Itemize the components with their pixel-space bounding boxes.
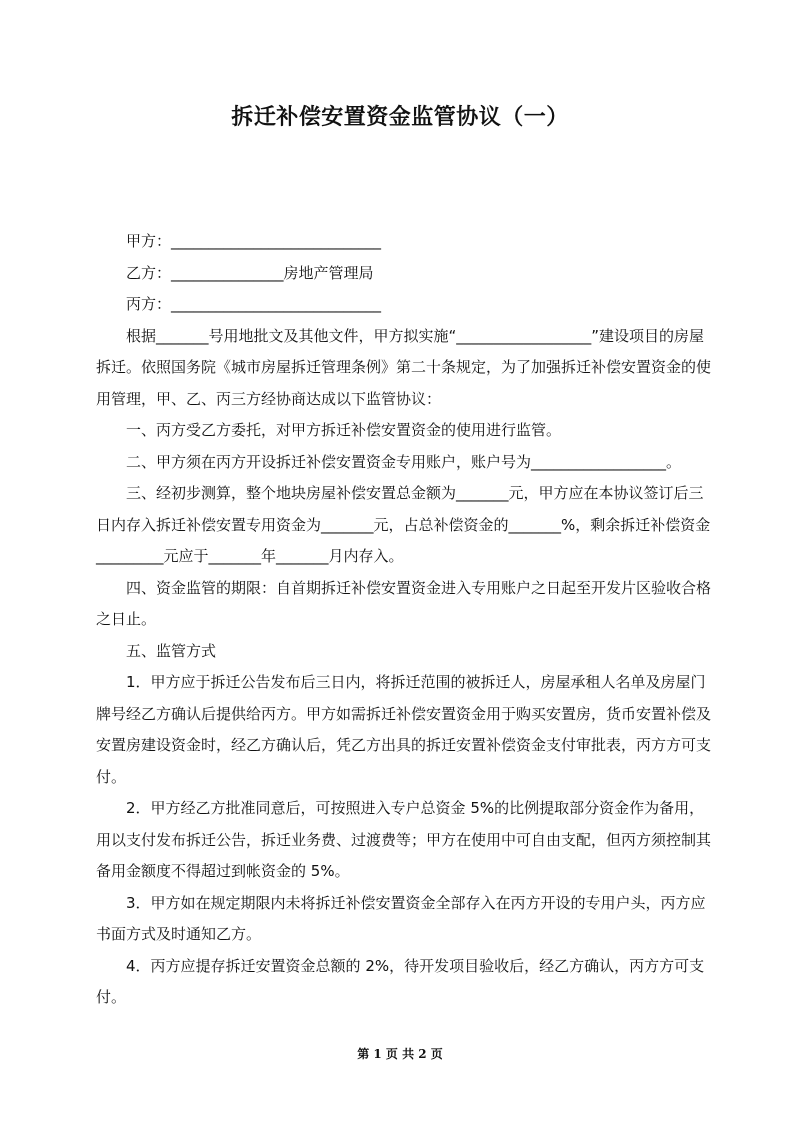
clause-5-item-2: 2．甲方经乙方批准同意后，可按照进入专户总资金 5%的比例提取部分资金作为备用，用以支付发布拆迁公告，拆迁业务费、过渡费等；甲方在使用中可自由支配，但丙方须控制其备用金额度不得超过到帐资金的 5%。 (96, 799, 712, 880)
clause-4-paragraph: 四、资金监管的期限：自首期拆迁补偿安置资金进入专用账户之日起至开发片区验收合格之日止。 (96, 578, 712, 628)
document-title: 拆迁补偿安置资金监管协议（一） (231, 105, 569, 130)
clause-1-paragraph: 一、丙方受乙方委托，对甲方拆迁补偿安置资金的使用进行监管。 (126, 421, 562, 439)
clause-5-item-1: 1．甲方应于拆迁公告发布后三日内，将拆迁范围的被拆迁人，房屋承租人名单及房屋门牌号经乙方确认后提供给丙方。甲方如需拆迁补偿安置资金用于购买安置房，货币安置补偿及安置房建设资金时，经乙方确认后，凭乙方出具的拆迁安置补偿资金支付审批表，丙方方可支付。 (96, 673, 712, 786)
document-body (96, 226, 714, 1014)
party-a-line: 甲方：____________________________ (126, 232, 382, 250)
clause-5-item-4: 4．丙方应提存拆迁安置资金总额的 2%，待开发项目验收后，经乙方确认，丙方方可支付。 (96, 956, 705, 1006)
party-b-line: 乙方：_______________房地产管理局 (126, 263, 374, 282)
page-number-footer: 第 1 页 共 2 页 (357, 1047, 443, 1061)
preamble-paragraph: 根据_______号用地批文及其他文件，甲方拟实施“__________________”建设项目的房屋拆迁。依照国务院《城市房屋拆迁管理条例》第二十条规定，为了加强拆迁补偿安置资金的使用管理，甲、乙、丙三方经协商达成以下监管协议： (96, 326, 712, 408)
clause-5-heading: 五、监管方式 (126, 641, 217, 660)
party-c-line: 丙方：____________________________ (126, 295, 382, 313)
clause-5-item-3: 3．甲方如在规定期限内未将拆迁补偿安置资金全部存入在丙方开设的专用户头，丙方应书面方式及时通知乙方。 (96, 893, 706, 943)
clause-3-paragraph: 三、经初步测算，整个地块房屋补偿安置总金额为_______元，甲方应在本协议签订后三日内存入拆迁补偿安置专用资金为_______元，占总补偿资金的_______%，剩余拆迁补偿资金_________元应于_______年_______月内存入。 (96, 484, 711, 565)
clause-2-paragraph: 二、甲方须在丙方开设拆迁补偿安置资金专用账户，账户号为__________________。 (126, 452, 682, 471)
